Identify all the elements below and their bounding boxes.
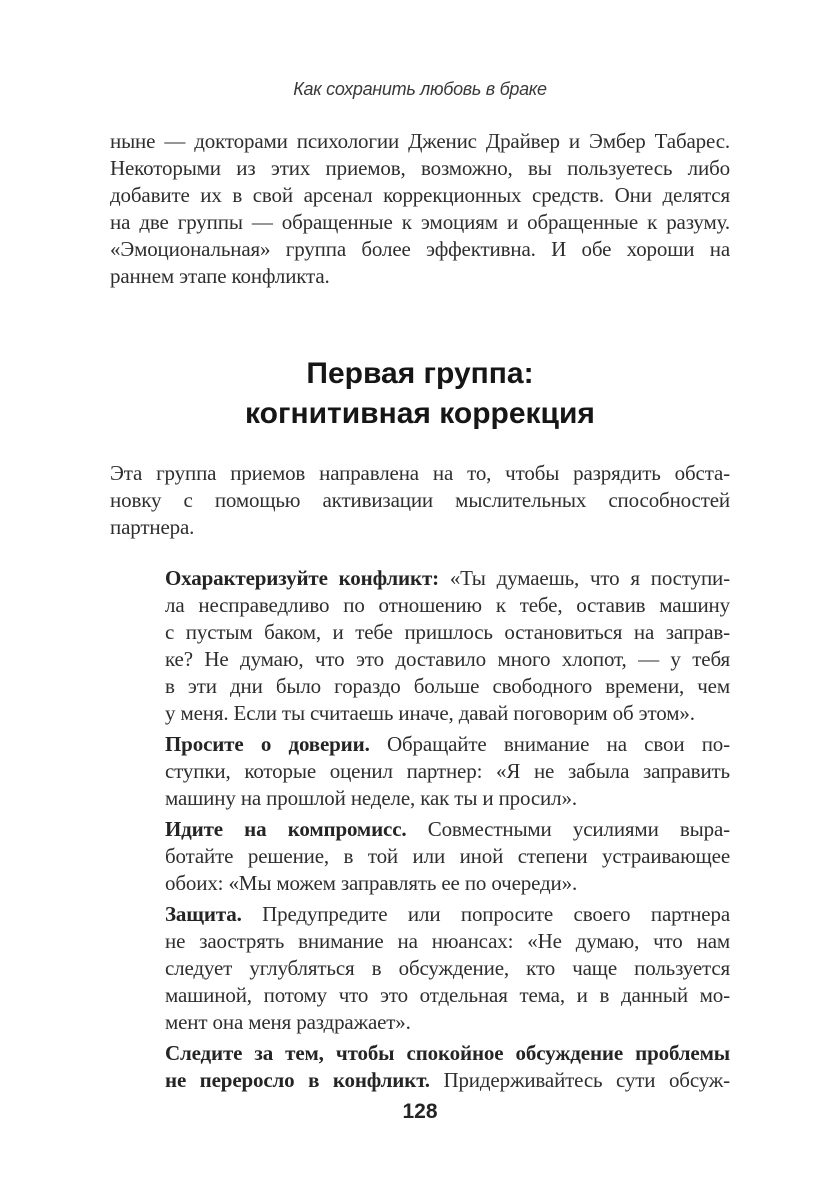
running-head: Как сохранить любовь в браке <box>293 79 547 99</box>
text-segment: на две группы — обращенные к эмоциям и обращенные к разуму. <box>110 210 730 234</box>
bold-lead-in: не переросло в конфликт. <box>165 1068 430 1092</box>
chapter-heading <box>110 354 730 434</box>
text-segment: партнера. <box>110 515 195 539</box>
text-segment: Предупредите или попросите своего партнера <box>241 902 730 926</box>
text-line <box>165 982 730 1009</box>
chapter-heading-line1: Первая группа: <box>306 357 534 390</box>
text-line <box>110 128 730 155</box>
text-line <box>165 785 730 812</box>
technique-item <box>165 731 730 812</box>
text-line <box>165 1040 730 1067</box>
text-line <box>165 565 730 592</box>
text-segment: Придерживайтесь сути обсуж- <box>429 1068 730 1092</box>
technique-list <box>165 565 730 1094</box>
text-line <box>165 928 730 955</box>
text-segment: машину на прошлой неделе, как ты и просил». <box>165 786 577 810</box>
text-segment: новку с помощью активизации мыслительных способностей <box>110 488 730 512</box>
text-line <box>165 592 730 619</box>
text-line <box>165 955 730 982</box>
text-line <box>110 182 730 209</box>
text-line <box>110 263 730 290</box>
bold-lead-in: Идите на компромисс. <box>165 817 407 841</box>
text-line <box>165 870 730 897</box>
text-line <box>165 619 730 646</box>
text-line <box>165 700 730 727</box>
text-line <box>110 155 730 182</box>
text-segment: ступки, которые оценил партнер: «Я не забыла заправить <box>165 759 730 783</box>
text-segment: обоих: «Мы можем заправлять ее по очереди». <box>165 871 578 895</box>
text-segment: в эти дни было гораздо больше свободного времени, чем <box>165 674 730 698</box>
text-segment: ке? Не думаю, что это доставило много хлопот, — у тебя <box>165 647 730 671</box>
text-segment: добавите их в свой арсенал коррекционных средств. Они делятся <box>110 183 730 207</box>
text-segment: Эта группа приемов направлена на то, чтобы разрядить обста- <box>110 461 730 485</box>
bold-lead-in: Следите за тем, чтобы спокойное обсуждение проблемы <box>165 1041 730 1065</box>
text-segment: с пустым баком, и тебе пришлось остановиться на заправ- <box>165 620 730 644</box>
text-line <box>165 1067 730 1094</box>
text-segment: не заострять внимание на нюансах: «Не думаю, что нам <box>165 929 730 953</box>
text-segment: машиной, потому что это отдельная тема, и в данный мо- <box>165 983 730 1007</box>
text-segment: ботайте решение, в той или иной степени устраивающее <box>165 844 730 868</box>
page-number: 128 <box>402 1100 438 1123</box>
text-segment: Обращайте внимание на свои по- <box>369 732 730 756</box>
bold-lead-in: Защита. <box>165 902 242 926</box>
text-segment: Некоторыми из этих приемов, возможно, вы пользуетесь либо <box>110 156 730 180</box>
technique-item <box>165 565 730 727</box>
text-line <box>165 758 730 785</box>
bold-lead-in: Просите о доверии. <box>165 732 370 756</box>
section-intro-paragraph <box>110 460 730 541</box>
text-line <box>165 816 730 843</box>
technique-item <box>165 1040 730 1094</box>
text-segment: «Эмоциональная» группа более эффективна. И обе хороши на <box>110 237 730 261</box>
text-line <box>110 514 730 541</box>
text-line <box>110 236 730 263</box>
text-line <box>110 487 730 514</box>
text-line <box>165 673 730 700</box>
technique-item <box>165 816 730 897</box>
text-segment: раннем этапе конфликта. <box>110 264 330 288</box>
technique-item <box>165 901 730 1036</box>
text-segment: «Ты думаешь, что я поступи- <box>438 566 730 590</box>
text-line <box>110 209 730 236</box>
text-line <box>165 646 730 673</box>
text-line <box>165 901 730 928</box>
text-line <box>110 460 730 487</box>
text-segment: следует углубляться в обсуждение, кто чаще пользуется <box>165 956 730 980</box>
text-segment: Совместными усилиями выра- <box>406 817 730 841</box>
bold-lead-in: Охарактеризуйте конфликт: <box>165 566 439 590</box>
text-segment: у меня. Если ты считаешь иначе, давай поговорим об этом». <box>165 701 695 725</box>
text-line <box>165 731 730 758</box>
text-segment: ла несправедливо по отношению к тебе, оставив машину <box>165 593 730 617</box>
text-segment: мент она меня раздражает». <box>165 1010 411 1034</box>
intro-paragraph <box>110 128 730 290</box>
text-line <box>165 1009 730 1036</box>
text-line <box>165 843 730 870</box>
text-segment: ныне — докторами психологии Дженис Драйвер и Эмбер Табарес. <box>110 129 730 153</box>
chapter-heading-line2: когнитивная коррекция <box>245 397 595 430</box>
